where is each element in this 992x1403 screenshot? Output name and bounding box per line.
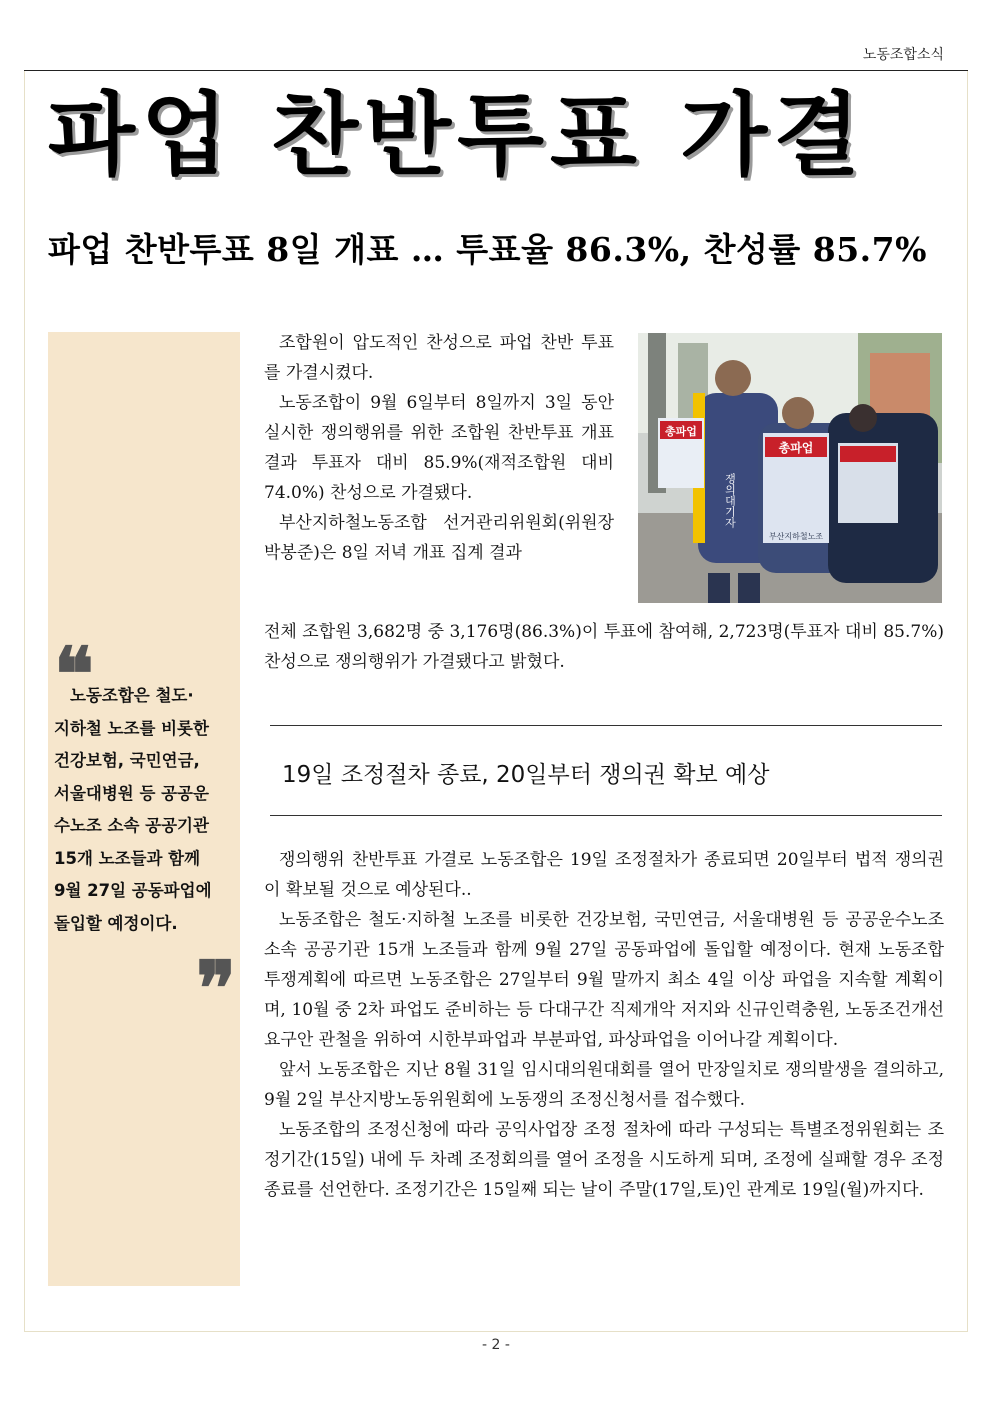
article-2-paragraph: 앞서 노동조합은 지난 8월 31일 임시대의원대회를 열어 만장일치로 쟁의발생을 결의하고, 9월 2일 부산지방노동위원회에 노동쟁의 조정신청서를 접수했다. [264, 1060, 944, 1110]
article-1-paragraph: 전체 조합원 3,682명 중 3,176명(86.3%)이 투표에 참여해, 2,723명(투표자 대비 85.7%) 찬성으로 쟁의행위가 가결됐다고 밝혔다. [264, 622, 944, 672]
article-2-paragraph: 노동조합의 조정신청에 따라 공익사업장 조정 절차에 따라 구성되는 특별조정위원회는 조정기간(15일) 내에 두 차례 조정회의를 열어 조정을 시도하게 되며, 조정에 실패할 경우 조정종료를 선언한다. 조정기간은 15일째 되는 날이 주말(17일,토)인 관계로 19일(월)까지다. [264, 1120, 944, 1200]
pull-quote-line: 서울대병원 등 공공운 [54, 783, 209, 803]
sub-headline: 파업 찬반투표 8일 개표 … 투표율 86.3%, 찬성률 85.7% [48, 230, 927, 269]
pull-quote-line: 건강보험, 국민연금, [54, 751, 200, 770]
article-2-heading: 19일 조정절차 종료, 20일부터 쟁의권 확보 예상 [282, 762, 770, 788]
article-1-paragraph: 부산지하철노동조합 선거관리위원회(위원장 박봉준)은 8일 저녁 개표 집계 결과 [264, 513, 614, 563]
pull-quote-line: 15개 노조들과 함께 [54, 848, 201, 868]
vest-bottom-text: 부산지하철노조 [768, 532, 824, 541]
pull-quote-line: 수노조 소속 공공기관 [54, 816, 209, 835]
pull-quote-line: 9월 27일 공동파업에 [54, 881, 212, 900]
page-number: - 2 - [482, 1337, 510, 1353]
open-quote-icon: ❝ [54, 632, 94, 718]
article-2-body [264, 845, 944, 1205]
heading-rule-bottom [270, 815, 942, 816]
photo-illustration [638, 333, 942, 603]
close-quote-icon: ❞ [196, 946, 236, 1032]
pull-quote-line: 지하철 노조를 비롯한 [54, 718, 209, 738]
article-1-paragraph: 노동조합이 9월 6일부터 8일까지 3일 동안 실시한 쟁의행위를 위한 조합원 찬반투표 개표 결과 투표자 대비 85.9%(재적조합원 대비 74.0%) 찬성으로 가결됐다. [264, 393, 614, 503]
vest-slogan-2: 총파업 [778, 441, 814, 455]
header-rule [24, 70, 968, 71]
vest-side-text: 쟁의대기자 [723, 473, 737, 528]
article-2-paragraph: 쟁의행위 찬반투표 가결로 노동조합은 19일 조정절차가 종료되면 20일부터 법적 쟁의권이 확보될 것으로 예상된다.. [264, 850, 944, 900]
pull-quote-text [54, 680, 236, 940]
article-1-full-width [264, 617, 944, 677]
article-1-narrow-column [264, 328, 614, 568]
pull-quote-line: 돌입할 예정이다. [54, 913, 178, 933]
heading-rule-top [270, 725, 942, 726]
article-1-paragraph: 조합원이 압도적인 찬성으로 파업 찬반 투표를 가결시켰다. [264, 333, 614, 383]
section-label: 노동조합소식 [862, 47, 944, 63]
strike-vote-photo [638, 333, 942, 603]
pull-quote-sidebar [48, 332, 240, 1286]
pull-quote-line: 노동조합은 철도· [70, 686, 194, 705]
article-2-paragraph: 노동조합은 철도·지하철 노조를 비롯한 건강보험, 국민연금, 서울대병원 등 공공운수노조 소속 공공기관 15개 노조들과 함께 9월 27일 공동파업에 돌입할 예정이다. 현재 노동조합 투쟁계획에 따르면 노동조합은 27일부터 9월 말까지 최소 4일 이상 파업을 지속할 계획이며, 10월 중 2차 파업도 준비하는 등 다대구간 직제개악 저지와 신규인력충원, 노동조건개선 요구안 관철을 위하여 시한부파업과 부분파업, 파상파업을 이어나갈 계획이다. [264, 910, 944, 1050]
headline: 파업 찬반투표 가결 [48, 83, 867, 188]
vest-slogan-1: 총파업 [665, 425, 697, 438]
